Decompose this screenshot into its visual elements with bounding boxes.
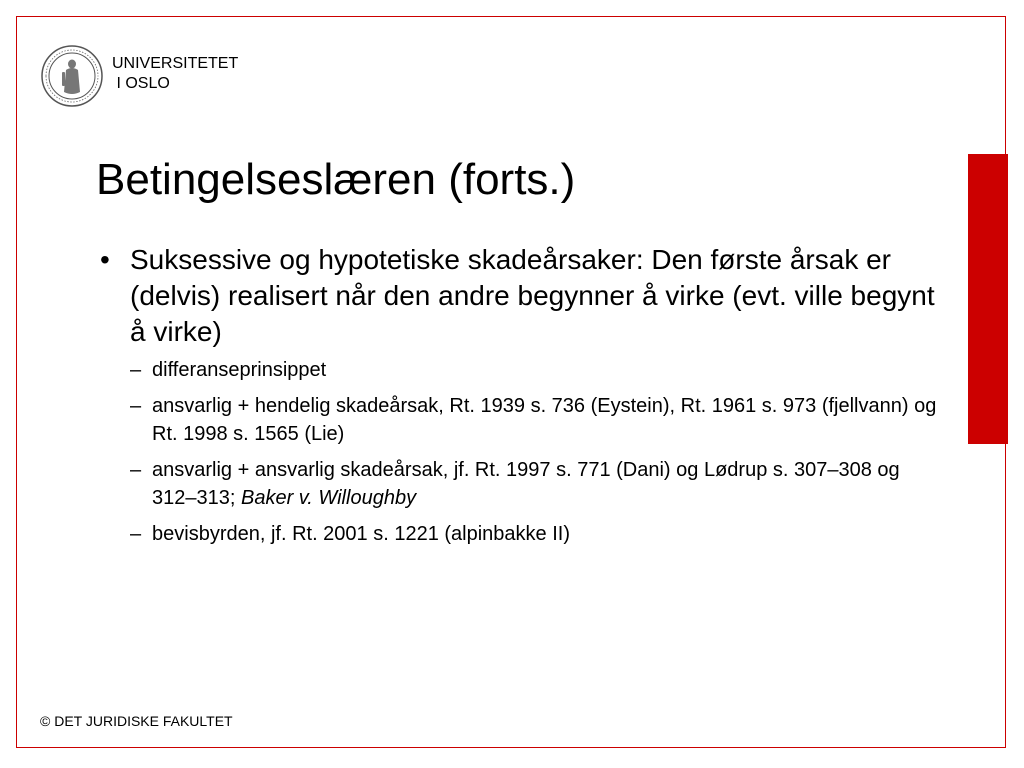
sub-bullet-text-with-italic: [152, 456, 940, 512]
case-name-italic: Baker v. Willoughby: [240, 487, 417, 509]
sub-bullet-item: [130, 520, 940, 548]
sub-bullet-text: ansvarlig + hendelig skadeårsak, Rt. 1939 s. 736 (Eystein), Rt. 1961 s. 973 (fjellvann) og Rt. 1998 s. 1565 (Lie): [152, 395, 937, 445]
sub-bullet-text: ansvarlig + ansvarlig skadeårsak, jf. Rt. 1997 s. 771 (Dani) og Lødrup s. 307–308 og 312–313;: [152, 459, 900, 509]
sub-bullet-dash: –: [130, 359, 142, 381]
sub-bullet-dash: –: [130, 459, 142, 481]
main-bullet-text: Suksessive og hypotetiske skadeårsaker: Den første årsak er (delvis) realisert når den andre begynner å virke (evt. ville begynt å virke): [130, 244, 935, 347]
sub-bullet-dash: –: [130, 395, 142, 417]
sub-bullet-dash: –: [130, 523, 142, 545]
slide-title: Betingelseslæren (forts.): [96, 155, 576, 204]
footer-copyright: © DET JURIDISKE FAKULTET: [40, 713, 233, 729]
slide-content: [100, 242, 940, 556]
sub-bullet-item: [130, 392, 940, 448]
sub-bullet-item: [130, 356, 940, 384]
main-bullet: [100, 242, 940, 350]
sub-bullet-text: differanseprinsippet: [152, 359, 327, 381]
university-name-line1: UNIVERSITETET: [112, 55, 239, 72]
accent-bar: [968, 154, 1008, 444]
university-name: [112, 54, 238, 94]
university-seal-icon: [40, 44, 104, 108]
bullet-mark: •: [100, 244, 110, 275]
university-name-line2: I OSLO: [112, 75, 170, 92]
sub-bullet-item: [130, 456, 940, 512]
sub-bullet-list: [100, 356, 940, 548]
sub-bullet-text: bevisbyrden, jf. Rt. 2001 s. 1221 (alpinbakke II): [152, 523, 571, 545]
